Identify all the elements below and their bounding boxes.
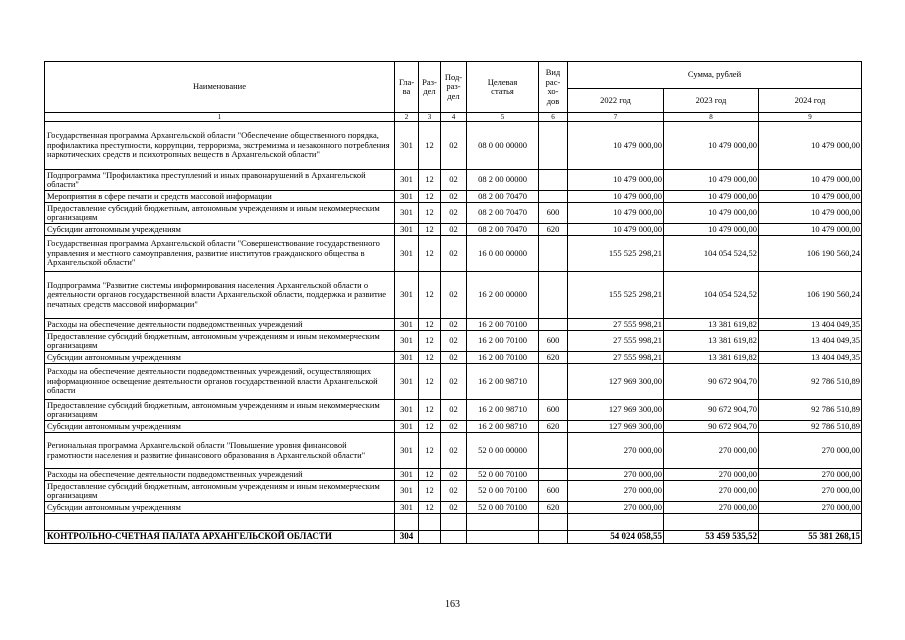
row-glava: 301 <box>395 170 419 191</box>
row-razdel: 12 <box>419 469 441 481</box>
row-vid <box>539 433 568 469</box>
column-number: 2 <box>395 113 419 122</box>
row-sum-2023: 90 672 904,70 <box>664 364 759 400</box>
row-tselevaya: 52 0 00 70100 <box>467 469 539 481</box>
row-razdel: 12 <box>419 364 441 400</box>
row-name: Подпрограмма "Профилактика преступлений и иных правонарушений в Архангельской области" <box>45 170 395 191</box>
row-podrazdel: 02 <box>441 433 467 469</box>
row-glava: 301 <box>395 203 419 224</box>
row-podrazdel: 02 <box>441 224 467 236</box>
row-razdel: 12 <box>419 421 441 433</box>
row-sum-2022: 10 479 000,00 <box>568 191 664 203</box>
row-razdel: 12 <box>419 502 441 514</box>
header-name: Наименование <box>45 62 395 113</box>
row-sum-2024: 106 190 560,24 <box>759 236 862 272</box>
row-sum-2022: 155 525 298,21 <box>568 272 664 319</box>
row-glava: 301 <box>395 236 419 272</box>
row-sum-2023: 10 479 000,00 <box>664 170 759 191</box>
row-tselevaya: 16 2 00 98710 <box>467 400 539 421</box>
row-vid: 600 <box>539 400 568 421</box>
row-razdel: 12 <box>419 203 441 224</box>
row-tselevaya: 52 0 00 70100 <box>467 481 539 502</box>
row-podrazdel: 02 <box>441 421 467 433</box>
row-sum-2023: 90 672 904,70 <box>664 400 759 421</box>
header-vid: Вид рас- хо- дов <box>539 62 568 113</box>
row-podrazdel: 02 <box>441 352 467 364</box>
row-tselevaya: 16 2 00 70100 <box>467 352 539 364</box>
header-razdel: Раз- дел <box>419 62 441 113</box>
table-row <box>45 433 862 469</box>
spacer-row <box>45 514 862 531</box>
row-name: Предоставление субсидий бюджетным, автономным учреждениям и иным некоммерческим организациям <box>45 400 395 421</box>
total-row <box>45 531 862 544</box>
row-podrazdel: 02 <box>441 319 467 331</box>
table-row <box>45 400 862 421</box>
row-sum-2022: 270 000,00 <box>568 481 664 502</box>
row-razdel: 12 <box>419 400 441 421</box>
row-glava: 301 <box>395 469 419 481</box>
row-sum-2022: 10 479 000,00 <box>568 203 664 224</box>
table-row <box>45 469 862 481</box>
header-year-2024: 2024 год <box>759 89 862 113</box>
row-name: Региональная программа Архангельской области "Повышение уровня финансовой грамотности населения и развитие финансового образования в Архангельской области" <box>45 433 395 469</box>
row-vid: 600 <box>539 203 568 224</box>
table-row <box>45 236 862 272</box>
row-name: Расходы на обеспечение деятельности подведомственных учреждений <box>45 469 395 481</box>
row-podrazdel: 02 <box>441 400 467 421</box>
table-row <box>45 203 862 224</box>
row-sum-2024: 270 000,00 <box>759 469 862 481</box>
row-name: Предоставление субсидий бюджетным, автономным учреждениям и иным некоммерческим организациям <box>45 481 395 502</box>
row-razdel: 12 <box>419 191 441 203</box>
row-glava: 301 <box>395 364 419 400</box>
row-sum-2022: 270 000,00 <box>568 433 664 469</box>
row-vid <box>539 319 568 331</box>
table-row <box>45 170 862 191</box>
row-sum-2022: 127 969 300,00 <box>568 400 664 421</box>
row-sum-2023: 270 000,00 <box>664 433 759 469</box>
row-sum-2024: 270 000,00 <box>759 502 862 514</box>
row-vid <box>539 170 568 191</box>
row-glava: 301 <box>395 433 419 469</box>
header-summa: Сумма, рублей <box>568 62 862 89</box>
table-row <box>45 352 862 364</box>
row-vid: 620 <box>539 224 568 236</box>
row-sum-2022: 127 969 300,00 <box>568 421 664 433</box>
column-number: 5 <box>467 113 539 122</box>
table-row <box>45 224 862 236</box>
row-sum-2023: 270 000,00 <box>664 481 759 502</box>
table-row <box>45 331 862 352</box>
row-vid: 600 <box>539 331 568 352</box>
row-tselevaya: 16 0 00 00000 <box>467 236 539 272</box>
row-tselevaya: 16 2 00 70100 <box>467 319 539 331</box>
row-name: Подпрограмма "Развитие системы информирования населения Архангельской области о деятельности органов государственной власти Архангельской области, поддержка и развитие печатных средств массовой информации" <box>45 272 395 319</box>
row-tselevaya: 16 2 00 98710 <box>467 364 539 400</box>
row-sum-2022: 155 525 298,21 <box>568 236 664 272</box>
row-sum-2023: 10 479 000,00 <box>664 203 759 224</box>
table-row <box>45 364 862 400</box>
table-row <box>45 319 862 331</box>
row-tselevaya: 16 2 00 98710 <box>467 421 539 433</box>
header-glava: Гла- ва <box>395 62 419 113</box>
row-tselevaya: 08 2 00 70470 <box>467 191 539 203</box>
table-row <box>45 421 862 433</box>
row-podrazdel: 02 <box>441 272 467 319</box>
row-name: Государственная программа Архангельской области "Обеспечение общественного порядка, профилактика преступности, коррупции, терроризма, экстремизма и незаконного потребления наркотических средств и психотропных веществ в Архангельской области" <box>45 122 395 170</box>
row-razdel: 12 <box>419 236 441 272</box>
table-row <box>45 122 862 170</box>
row-name: Расходы на обеспечение деятельности подведомственных учреждений <box>45 319 395 331</box>
row-sum-2022: 27 555 998,21 <box>568 352 664 364</box>
row-name: Государственная программа Архангельской области "Совершенствование государственного управления и местного самоуправления, развитие институтов гражданского общества в Архангельской области" <box>45 236 395 272</box>
row-vid <box>539 364 568 400</box>
row-glava: 301 <box>395 191 419 203</box>
row-sum-2023: 270 000,00 <box>664 502 759 514</box>
row-glava: 301 <box>395 421 419 433</box>
row-podrazdel: 02 <box>441 122 467 170</box>
total-2022: 54 024 058,55 <box>568 531 664 544</box>
row-sum-2022: 27 555 998,21 <box>568 331 664 352</box>
row-sum-2024: 10 479 000,00 <box>759 191 862 203</box>
column-number: 6 <box>539 113 568 122</box>
header-tselevaya: Целевая статья <box>467 62 539 113</box>
row-glava: 301 <box>395 502 419 514</box>
row-razdel: 12 <box>419 352 441 364</box>
table-row <box>45 481 862 502</box>
row-glava: 301 <box>395 272 419 319</box>
row-glava: 301 <box>395 319 419 331</box>
row-name: Субсидии автономным учреждениям <box>45 352 395 364</box>
row-sum-2023: 270 000,00 <box>664 469 759 481</box>
budget-table-sheet <box>44 61 861 544</box>
row-razdel: 12 <box>419 122 441 170</box>
table-body <box>45 122 862 514</box>
row-sum-2024: 92 786 510,89 <box>759 421 862 433</box>
row-tselevaya: 16 2 00 70100 <box>467 331 539 352</box>
row-tselevaya: 16 2 00 00000 <box>467 272 539 319</box>
row-vid: 620 <box>539 352 568 364</box>
row-name: Субсидии автономным учреждениям <box>45 421 395 433</box>
table-row <box>45 272 862 319</box>
total-name: КОНТРОЛЬНО-СЧЕТНАЯ ПАЛАТА АРХАНГЕЛЬСКОЙ ОБЛАСТИ <box>45 531 395 544</box>
row-tselevaya: 08 2 00 70470 <box>467 224 539 236</box>
row-podrazdel: 02 <box>441 191 467 203</box>
row-glava: 301 <box>395 122 419 170</box>
page-number: 163 <box>445 599 460 610</box>
row-sum-2024: 106 190 560,24 <box>759 272 862 319</box>
budget-table <box>44 61 862 544</box>
row-podrazdel: 02 <box>441 469 467 481</box>
row-sum-2023: 10 479 000,00 <box>664 191 759 203</box>
row-sum-2023: 13 381 619,82 <box>664 352 759 364</box>
table-row <box>45 191 862 203</box>
row-sum-2022: 127 969 300,00 <box>568 364 664 400</box>
row-sum-2024: 10 479 000,00 <box>759 170 862 191</box>
row-sum-2024: 10 479 000,00 <box>759 122 862 170</box>
row-tselevaya: 52 0 00 70100 <box>467 502 539 514</box>
row-name: Мероприятия в сфере печати и средств массовой информации <box>45 191 395 203</box>
row-sum-2024: 13 404 049,35 <box>759 331 862 352</box>
row-vid <box>539 236 568 272</box>
row-podrazdel: 02 <box>441 481 467 502</box>
row-podrazdel: 02 <box>441 170 467 191</box>
column-number: 7 <box>568 113 664 122</box>
row-sum-2024: 13 404 049,35 <box>759 352 862 364</box>
row-sum-2022: 10 479 000,00 <box>568 122 664 170</box>
row-glava: 301 <box>395 331 419 352</box>
row-sum-2022: 10 479 000,00 <box>568 224 664 236</box>
row-tselevaya: 08 2 00 70470 <box>467 203 539 224</box>
row-name: Субсидии автономным учреждениям <box>45 502 395 514</box>
row-sum-2024: 13 404 049,35 <box>759 319 862 331</box>
row-podrazdel: 02 <box>441 502 467 514</box>
row-podrazdel: 02 <box>441 236 467 272</box>
row-vid: 600 <box>539 481 568 502</box>
row-sum-2024: 270 000,00 <box>759 433 862 469</box>
row-razdel: 12 <box>419 481 441 502</box>
row-sum-2024: 92 786 510,89 <box>759 400 862 421</box>
header-year-2023: 2023 год <box>664 89 759 113</box>
row-glava: 301 <box>395 481 419 502</box>
row-razdel: 12 <box>419 319 441 331</box>
row-podrazdel: 02 <box>441 203 467 224</box>
row-glava: 301 <box>395 224 419 236</box>
row-vid: 620 <box>539 502 568 514</box>
row-sum-2023: 10 479 000,00 <box>664 122 759 170</box>
row-razdel: 12 <box>419 331 441 352</box>
row-sum-2022: 270 000,00 <box>568 469 664 481</box>
column-number: 1 <box>45 113 395 122</box>
row-sum-2023: 104 054 524,52 <box>664 272 759 319</box>
header-year-2022: 2022 год <box>568 89 664 113</box>
row-vid <box>539 272 568 319</box>
row-tselevaya: 52 0 00 00000 <box>467 433 539 469</box>
row-sum-2024: 92 786 510,89 <box>759 364 862 400</box>
row-sum-2022: 10 479 000,00 <box>568 170 664 191</box>
row-vid: 620 <box>539 421 568 433</box>
row-glava: 301 <box>395 352 419 364</box>
row-name: Расходы на обеспечение деятельности подведомственных учреждений, осуществляющих информационное освещение деятельности органов государственной власти Архангельской области <box>45 364 395 400</box>
row-sum-2023: 13 381 619,82 <box>664 319 759 331</box>
row-razdel: 12 <box>419 224 441 236</box>
row-tselevaya: 08 2 00 00000 <box>467 170 539 191</box>
row-sum-2023: 90 672 904,70 <box>664 421 759 433</box>
row-sum-2022: 270 000,00 <box>568 502 664 514</box>
row-razdel: 12 <box>419 272 441 319</box>
row-tselevaya: 08 0 00 00000 <box>467 122 539 170</box>
row-razdel: 12 <box>419 170 441 191</box>
row-name: Предоставление субсидий бюджетным, автономным учреждениям и иным некоммерческим организациям <box>45 331 395 352</box>
header-podrazdel: Под- раз- дел <box>441 62 467 113</box>
row-sum-2024: 10 479 000,00 <box>759 203 862 224</box>
row-sum-2022: 27 555 998,21 <box>568 319 664 331</box>
row-vid <box>539 122 568 170</box>
row-vid <box>539 191 568 203</box>
row-sum-2024: 270 000,00 <box>759 481 862 502</box>
column-number: 4 <box>441 113 467 122</box>
row-name: Предоставление субсидий бюджетным, автономным учреждениям и иным некоммерческим организациям <box>45 203 395 224</box>
row-name: Субсидии автономным учреждениям <box>45 224 395 236</box>
row-sum-2024: 10 479 000,00 <box>759 224 862 236</box>
table-row <box>45 502 862 514</box>
row-sum-2023: 13 381 619,82 <box>664 331 759 352</box>
total-2024: 55 381 268,15 <box>759 531 862 544</box>
total-glava: 304 <box>395 531 419 544</box>
row-podrazdel: 02 <box>441 331 467 352</box>
row-vid <box>539 469 568 481</box>
row-sum-2023: 10 479 000,00 <box>664 224 759 236</box>
row-glava: 301 <box>395 400 419 421</box>
column-number: 3 <box>419 113 441 122</box>
row-razdel: 12 <box>419 433 441 469</box>
row-podrazdel: 02 <box>441 364 467 400</box>
row-sum-2023: 104 054 524,52 <box>664 236 759 272</box>
column-number: 9 <box>759 113 862 122</box>
total-2023: 53 459 535,52 <box>664 531 759 544</box>
column-number: 8 <box>664 113 759 122</box>
